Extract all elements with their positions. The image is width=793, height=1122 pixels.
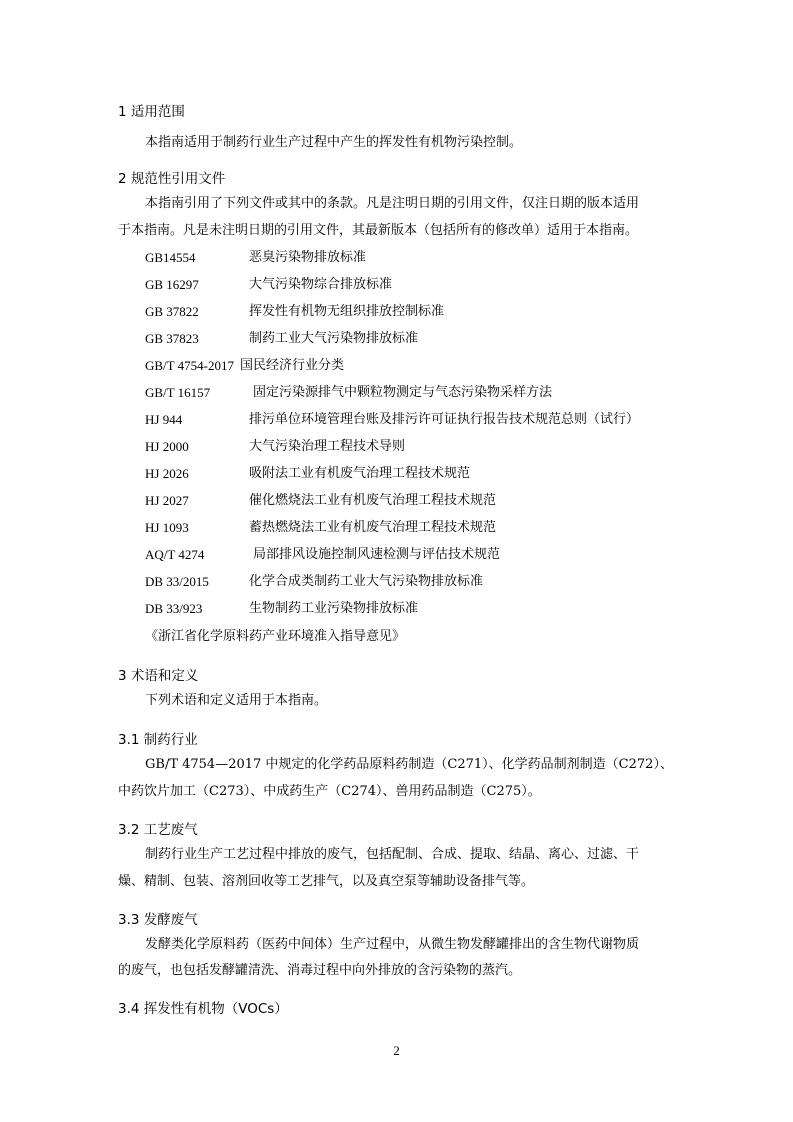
para-process-line1: 制药行业生产工艺过程中排放的废气，包括配制、合成、提取、结晶、离心、过滤、干 [145, 847, 640, 862]
para-ferment-line2: 的废气，也包括发酵罐清洗、消毒过程中向外排放的含污染物的蒸汽。 [118, 963, 522, 978]
ref-code: HJ 2000 [145, 439, 189, 454]
ref-code: HJ 1093 [145, 520, 189, 535]
ref-item [145, 330, 419, 349]
ref-title: 催化燃烧法工业有机废气治理工程技术规范 [249, 493, 497, 508]
ref-title: 排污单位环境管理台账及排污许可证执行报告技术规范总则（试行） [249, 412, 640, 427]
ref-item [145, 357, 345, 376]
ref-code: AQ/T 4274 [145, 547, 205, 562]
ref-code: GB 37823 [145, 331, 199, 346]
ref-code: GB/T 16157 [145, 385, 211, 400]
para-refs-line1: 本指南引用了下列文件或其中的条款。凡是注明日期的引用文件，仅注日期的版本适用 [145, 196, 640, 211]
ref-title: 大气污染治理工程技术导则 [249, 439, 406, 454]
ref-title: 挥发性有机物无组织排放控制标准 [249, 304, 445, 319]
ref-code: GB/T 4754-2017 [145, 358, 234, 373]
ref-code: DB 33/923 [145, 601, 203, 616]
ref-item [145, 249, 367, 268]
para-ferment-line1: 发酵类化学原料药（医药中间体）生产过程中，从微生物发酵罐排出的含生物代谢物质 [145, 937, 640, 952]
heading-process-gas: 3.2 工艺废气 [118, 822, 198, 838]
ref-title: 蓄热燃烧法工业有机废气治理工程技术规范 [249, 520, 497, 535]
para-scope: 本指南适用于制药行业生产过程中产生的挥发性有机物污染控制。 [145, 135, 523, 150]
para-process-line2: 燥、精制、包装、溶剂回收等工艺排气，以及真空泵等辅助设备排气等。 [118, 874, 535, 889]
ref-extra: 《浙江省化学原料药产业环境准入指导意见》 [145, 629, 406, 644]
ref-title: 恶臭污染物排放标准 [249, 250, 367, 265]
page-number: 2 [393, 1043, 400, 1058]
ref-item [145, 438, 406, 457]
ref-title: 大气污染物综合排放标准 [249, 277, 393, 292]
para-pharma-line2: 中药饮片加工（C273）、中成药生产（C274）、兽用药品制造（C275）。 [118, 784, 541, 799]
ref-item [145, 573, 484, 592]
heading-fermentation-gas: 3.3 发酵废气 [118, 912, 198, 928]
ref-item [145, 276, 393, 295]
ref-code: HJ 2026 [145, 466, 189, 481]
ref-item [145, 546, 501, 565]
ref-code: HJ 2027 [145, 493, 189, 508]
ref-title: 国民经济行业分类 [240, 358, 345, 373]
heading-scope: 1 适用范围 [118, 104, 185, 120]
ref-item [145, 465, 471, 484]
ref-title: 化学合成类制药工业大气污染物排放标准 [249, 574, 484, 589]
ref-title: 局部排风设施控制风速检测与评估技术规范 [253, 547, 501, 562]
ref-code: DB 33/2015 [145, 574, 209, 589]
ref-title: 固定污染源排气中颗粒物测定与气态污染物采样方法 [253, 385, 553, 400]
ref-title: 制药工业大气污染物排放标准 [249, 331, 419, 346]
ref-item [145, 492, 497, 511]
ref-code: HJ 944 [145, 412, 183, 427]
ref-title: 生物制药工业污染物排放标准 [249, 601, 419, 616]
heading-pharma-industry: 3.1 制药行业 [118, 732, 198, 748]
heading-normative-refs: 2 规范性引用文件 [118, 171, 226, 187]
heading-vocs: 3.4 挥发性有机物（VOCs） [118, 1001, 288, 1017]
ref-code: GB 16297 [145, 277, 199, 292]
ref-item [145, 384, 553, 403]
ref-item [145, 303, 445, 322]
ref-title: 吸附法工业有机废气治理工程技术规范 [249, 466, 471, 481]
heading-terms: 3 术语和定义 [118, 668, 199, 684]
ref-code: GB14554 [145, 250, 196, 265]
para-refs-line2: 于本指南。凡是未注明日期的引用文件，其最新版本（包括所有的修改单）适用于本指南。 [118, 223, 639, 238]
ref-code: GB 37822 [145, 304, 199, 319]
para-pharma-line1: GB/T 4754—2017 中规定的化学药品原料药制造（C271）、化学药品制剂制造（C272）、 [145, 757, 673, 772]
ref-item [145, 519, 497, 538]
para-terms: 下列术语和定义适用于本指南。 [145, 693, 328, 708]
ref-item [145, 411, 640, 430]
ref-item [145, 600, 419, 619]
